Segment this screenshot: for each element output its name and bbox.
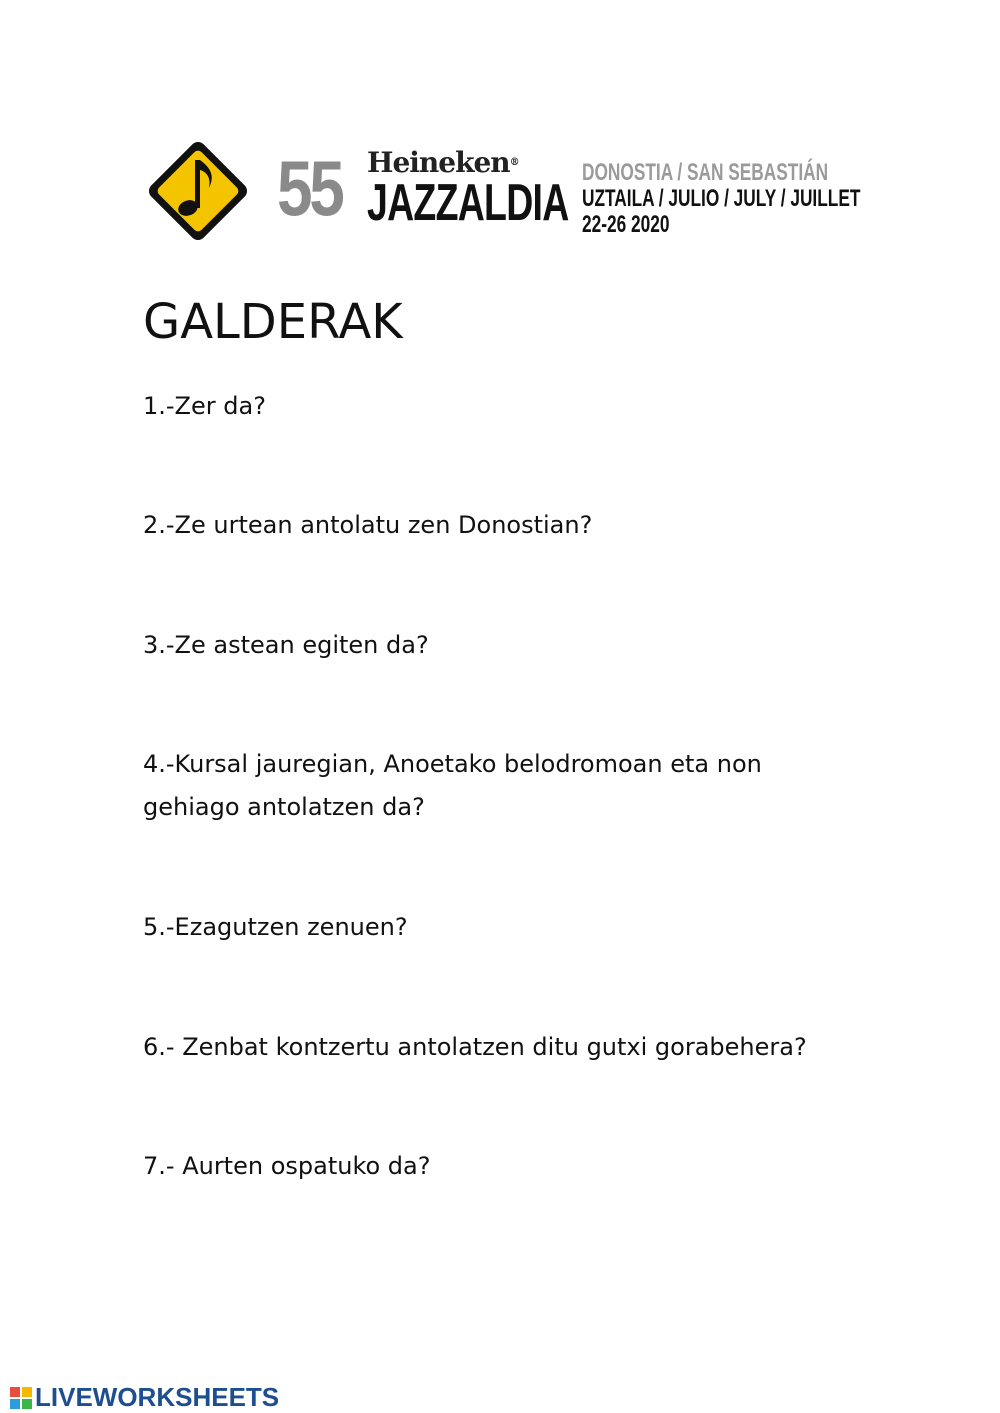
question-item: 1.-Zer da? [143,392,266,420]
event-dates: 22-26 2020 [582,211,670,238]
brand-name: Heineken [367,146,510,179]
question-item: 5.-Ezagutzen zenuen? [143,913,408,941]
music-note-sign-icon [145,138,251,244]
page-title: GALDERAK [143,294,403,350]
registered-mark: ® [509,157,519,168]
event-month: UZTAILA / JULIO / JULY / JUILLET [582,185,861,212]
event-city: DONOSTIA / SAN SEBASTIÁN [582,159,829,186]
festival-header [145,138,865,248]
footer-logo-text: LIVEWORKSHEETS [35,1382,280,1412]
question-item: 3.-Ze astean egiten da? [143,631,429,659]
question-item: 4.-Kursal jauregian, Anoetako belodromoan eta non gehiago antolatzen da? [143,750,762,821]
edition-number: 55 [277,144,342,232]
question-item: 2.-Ze urtean antolatu zen Donostian? [143,511,593,539]
event-info [582,160,882,238]
liveworksheets-logo-icon [10,1387,32,1409]
event-name: JAZZALDIA [367,174,569,232]
footer-logo[interactable] [10,1382,279,1413]
question-item: 6.- Zenbat kontzertu antolatzen ditu gutxi gorabehera? [143,1033,807,1061]
question-item: 7.- Aurten ospatuko da? [143,1152,431,1180]
